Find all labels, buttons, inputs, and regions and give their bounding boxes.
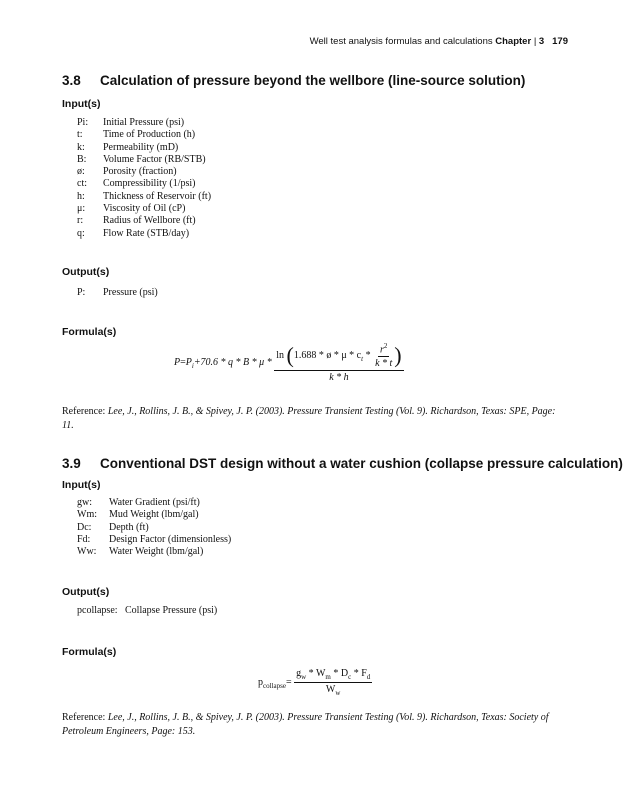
input-description: Viscosity of Oil (cP) <box>103 203 186 215</box>
reference-text: Lee, J., Rollins, J. B., & Spivey, J. P. (2003). Pressure Transient Testing (Vol. 9). Richardson, Texas: SPE, Page: 11. <box>62 406 556 431</box>
formula-r-sup: 2 <box>383 342 388 350</box>
input-symbol: r: <box>77 215 84 227</box>
input-symbol: B: <box>77 153 87 165</box>
section-number: 3.8 <box>62 73 81 88</box>
input-description: Compressibility (1/psi) <box>103 178 196 190</box>
input-description: Porosity (fraction) <box>103 166 177 178</box>
formula-inner-fraction <box>373 342 394 369</box>
left-paren: ( <box>286 342 294 368</box>
input-description: Mud Weight (lbm/gal) <box>109 509 199 521</box>
input-description: Volume Factor (RB/STB) <box>103 153 206 165</box>
reference-3-8 <box>62 405 567 433</box>
formula-gw: g <box>296 668 302 679</box>
output-description: Collapse Pressure (psi) <box>125 605 218 616</box>
input-symbol: Fd: <box>77 533 91 545</box>
list-item <box>77 509 231 521</box>
outputs-list <box>77 287 158 299</box>
list-item <box>77 191 211 203</box>
input-symbol: Wm: <box>77 509 97 521</box>
input-symbol: gw: <box>77 497 92 508</box>
formula-r: r <box>379 344 384 356</box>
input-description: Design Factor (dimensionless) <box>109 533 232 545</box>
formula-fd-sub: d <box>366 673 371 681</box>
list-item <box>77 546 231 558</box>
page-number: 179 <box>552 36 568 47</box>
formula-ln-argument: 1.688 * ø * μ * c <box>293 349 362 361</box>
list-item <box>77 166 211 178</box>
formula-heading: Formula(s) <box>62 646 117 658</box>
running-title: Well test analysis formulas and calculations <box>309 36 493 47</box>
formula-wm-sub: m <box>325 673 331 681</box>
section-number: 3.9 <box>62 456 81 471</box>
outputs-list <box>77 605 217 617</box>
input-description: Permeability (mD) <box>103 141 179 153</box>
formula-gw-sub: w <box>301 673 307 681</box>
output-symbol: pcollapse: <box>77 605 118 616</box>
input-description: Radius of Wellbore (ft) <box>103 215 196 227</box>
list-item <box>77 129 211 141</box>
input-description: Water Gradient (psi/ft) <box>109 497 200 508</box>
formula-operator: * <box>351 668 362 679</box>
formula-ln-tail: * <box>363 349 371 361</box>
input-symbol: q: <box>77 227 85 239</box>
list-item <box>77 215 211 227</box>
formula-lhs-sub: collapse <box>263 681 286 690</box>
list-item <box>77 154 211 166</box>
list-item <box>77 497 231 509</box>
output-symbol: P: <box>77 287 86 298</box>
input-symbol: h: <box>77 190 85 202</box>
section-3-8-title <box>62 73 525 88</box>
formula-kh: k * h <box>329 372 349 384</box>
formula-inner-numerator <box>378 342 389 357</box>
inputs-heading: Input(s) <box>62 98 101 110</box>
reference-label: Reference: <box>62 712 108 723</box>
formula-kt: k * t <box>375 358 393 370</box>
formula-fraction <box>294 668 372 697</box>
chapter-label: Chapter <box>495 36 532 47</box>
output-description: Pressure (psi) <box>103 287 158 298</box>
input-symbol: μ: <box>77 203 86 215</box>
chapter-number: 3 <box>538 36 545 47</box>
list-item <box>77 534 231 546</box>
formula-numerator <box>274 342 403 371</box>
reference-label: Reference: <box>62 406 108 417</box>
input-description: Thickness of Reservoir (ft) <box>103 190 212 202</box>
input-description: Time of Production (h) <box>103 129 196 141</box>
outputs-heading: Output(s) <box>62 266 110 278</box>
formula-denominator <box>324 683 343 697</box>
list-item <box>77 178 211 190</box>
input-symbol: Dc: <box>77 521 92 533</box>
list-item <box>77 228 211 240</box>
input-symbol: ø: <box>77 166 85 178</box>
list-item <box>77 142 211 154</box>
formula-multiplier: +70.6 * q * B * μ * <box>193 356 272 368</box>
list-item <box>77 287 158 299</box>
list-item <box>77 117 211 129</box>
formula-denominator <box>327 371 350 383</box>
line-source-formula <box>174 342 404 383</box>
formula-wm: W <box>315 668 326 679</box>
input-description: Depth (ft) <box>109 521 149 533</box>
reference-text: Lee, J., Rollins, J. B., & Spivey, J. P. (2003). Pressure Transient Testing (Vol. 9). Richardson, Texas: Society of Petroleum Engineers, Page: 153. <box>62 712 549 737</box>
section-title-text: Calculation of pressure beyond the wellbore (line-source solution) <box>100 73 526 88</box>
list-item <box>77 522 231 534</box>
formula-ln: ln <box>276 349 284 361</box>
formula-lhs: p <box>258 676 263 688</box>
outputs-heading: Output(s) <box>62 586 110 598</box>
running-header <box>310 36 568 47</box>
formula-ww: W <box>325 684 336 695</box>
inputs-heading: Input(s) <box>62 479 101 491</box>
formula-lhs: P <box>174 356 181 368</box>
section-3-9-title <box>62 456 623 471</box>
collapse-pressure-formula <box>258 668 372 697</box>
formula-fd: F <box>361 668 367 679</box>
formula-operator: * <box>330 668 341 679</box>
list-item <box>77 605 217 617</box>
formula-ct-sub: t <box>361 354 364 363</box>
formula-operator: * <box>306 668 316 679</box>
list-item <box>77 203 211 215</box>
right-paren: ) <box>394 342 402 368</box>
inputs-list <box>77 497 231 558</box>
input-symbol: t: <box>77 129 83 141</box>
input-symbol: Ww: <box>77 546 97 558</box>
reference-3-9 <box>62 711 567 739</box>
input-symbol: ct: <box>77 178 87 190</box>
formula-inner-denominator <box>373 357 394 369</box>
formula-numerator <box>294 668 372 683</box>
formula-pi: P <box>185 356 192 368</box>
formula-dc-sub: c <box>348 673 352 681</box>
input-symbol: k: <box>77 141 85 153</box>
inputs-list <box>77 117 211 240</box>
formula-ww-sub: w <box>335 689 341 697</box>
formula-pi-sub: i <box>191 361 194 370</box>
formula-dc: D <box>340 668 349 679</box>
header-separator: | <box>533 36 537 47</box>
input-description: Water Weight (lbm/gal) <box>109 546 204 558</box>
section-title-text: Conventional DST design without a water cushion (collapse pressure calculation) <box>100 456 623 471</box>
formula-equals: = <box>180 356 186 368</box>
input-description: Flow Rate (STB/day) <box>103 227 190 239</box>
input-symbol: Pi: <box>77 117 89 128</box>
formula-heading: Formula(s) <box>62 326 117 338</box>
input-description: Initial Pressure (psi) <box>103 117 185 128</box>
formula-fraction <box>274 342 403 383</box>
formula-equals: = <box>285 676 292 688</box>
